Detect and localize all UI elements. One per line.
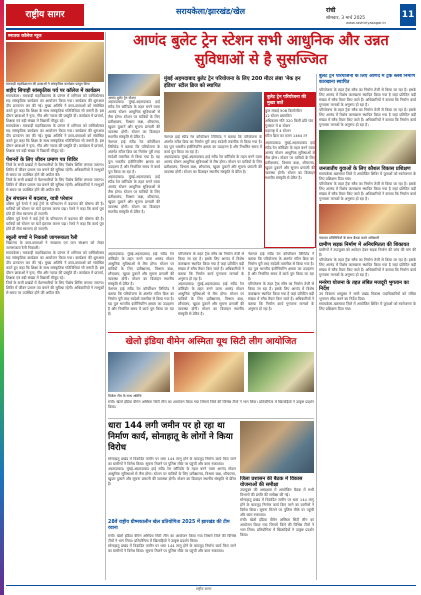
page-footer: राष्ट्रीय सागर [196,587,212,591]
info-box [264,92,316,248]
bottom-extra-text: रांची। खेलो इंडिया वीमेन अस्मिता सिटी लीग का आयोजन किया गया जिसमें जिले की विभिन्न टीमों ने भाग लिया। प्रतियोगिता में खिलाड़ियों ने उत्कृष्ट प्रदर्शन किया। [108,534,236,543]
sports-photo-3 [248,352,314,392]
edition-city: रांची [326,7,336,14]
bridge-subhead: मुंबई अहमदाबाद बुलेट ट्रेन परियोजना के लिए 200 मीटर लंबा 'मेक इन इंडिया' स्टील ब्रिज को स्थापित [164,76,301,89]
mid-body-a [108,252,174,330]
sports-rule [108,332,314,333]
right-story3-head: ग्रामीण सड़क निर्माण में अनियमितता की शिकायत [319,242,410,249]
bridge-text-column [164,135,262,245]
right-head: बुलेट ट्रेन परियोजना के लिए आणंद में ट्रैक स्लैब निर्माण कारखाना स्थापित [319,74,415,85]
bottom-story-head: जिला प्रशासन की बैठक में विकास योजनाओं की समीक्षा [240,476,303,488]
bottom-headline: धारा 144 लगी जमीन पर हो रहा था निर्माण कार्य, सोनाहातू के लोगों ने किया विरोध [108,421,233,453]
main-headline: आणंद बुलेट ट्रेन स्टेशन सभी आधुनिक और उन्नत सुविधाओं से है सुसज्जित [133,33,389,68]
college-photo-caption: मारवाड़ी महाविद्यालय की छात्राओं ने सांस्कृतिक कार्यक्रम प्रस्तुत किया [6,82,90,86]
bottom-rule [108,418,314,419]
bottom-story-text-cont: सोनाहातू प्रखंड में विवादित जमीन पर धारा 144 लागू होने के बावजूद निर्माण कार्य किए जाने का ग्रामीणों ने विरोध किया। सूचना मिलने पर पुलिस मौके पर पहुंची और काम रुकवाया। [240,498,314,517]
bottom-extra [108,534,236,580]
right-photo-caption: पंचायत प्रतिनिधियों के साथ बैठक करते अधिकारी [319,236,380,240]
right-story3-text-cont: परियोजना के तहत ट्रैक स्लैब का निर्माण तेजी से किया जा रहा है। इसके लिए आणंद में विशेष कारखाना स्थापित किया गया है जहां प्रतिदिन बड़ी संख्या में स्लैब तैयार किए जाते हैं। अधिकारियों ने बताया कि निर्माण कार्य गुणवत्ता मानकों के अनुरूप हो रहा है। [319,258,416,278]
bottom-side [240,476,314,580]
left-column [6,32,104,580]
mid-text-column [108,74,160,274]
divider-right [316,74,317,580]
left-story2-text-cont: जिले के सभी प्रखंडों में पेंशनधारियों के लिए विशेष शिविर लगाया जाएगा। शिविर में जीवन प्रमाण पत्र बनाने की सुविधा रहेगी। अधिकारियों ने लाभुकों से समय पर उपस्थित होने की अपील की। [6,178,104,193]
sports-photo-1 [108,352,170,392]
mid-body-c-text2: परियोजना के तहत ट्रैक स्लैब का निर्माण तेजी से किया जा रहा है। इसके लिए आणंद में विशेष कारखाना स्थापित किया गया है जहां प्रतिदिन बड़ी संख्या में स्लैब तैयार किए जाते हैं। अधिकारियों ने बताया कि निर्माण कार्य गुणवत्ता मानकों के अनुरूप हो रहा है। [248,282,314,311]
left-story1-text: सरायकेला। मारवाड़ी महाविद्यालय के प्रांगण में शनिवार को वार्षिकोत्सव सह सांस्कृतिक कार्यक्रम का आयोजन किया गया। कार्यक्रम की शुरुआत दीप प्रज्वलन कर की गई। मुख्य अतिथि ने छात्र-छात्राओं को संबोधित करते हुए कहा कि शिक्षा के साथ सांस्कृतिक गतिविधियां भी जरूरी हैं। इस दौरान छात्राओं ने नृत्य, गीत और नाटक की प्रस्तुति दी। कार्यक्रम में प्राचार्य, शिक्षक एवं बड़ी संख्या में विद्यार्थी मौजूद रहे। [6,94,104,124]
info-item-5: महाराष्ट्र में 4 स्टेशन [265,129,291,133]
right-story2-text: सरायकेला-खरसावां जिले में आयोजित शिविर में युवाओं को स्वरोजगार के लिए प्रशिक्षण दिया गया। [319,172,416,181]
sports-text: रांची। खेलो इंडिया वीमेन अस्मिता सिटी लीग का आयोजन किया गया जिसमें जिले की विभिन्न टीमों ने भाग लिया। प्रतियोगिता में खिलाड़ियों ने उत्कृष्ट प्रदर्शन किया। [108,400,314,409]
edition-date: सोमवार, 3 मार्च 2025 [326,16,366,21]
station-thumb-caption: आणंद बुलेट ट्रेन स्टेशन [108,96,136,100]
right-text-cont: परियोजना के तहत ट्रैक स्लैब का निर्माण तेजी से किया जा रहा है। इसके लिए आणंद में विशेष कारखाना स्थापित किया गया है जहां प्रतिदिन बड़ी संख्या में स्लैब तैयार किए जाते हैं। अधिकारियों ने बताया कि निर्माण कार्य गुणवत्ता मानकों के अनुरूप हो रहा है। [319,108,416,127]
college-photo [6,42,104,82]
info-item-4: गुजरात में 8 स्टेशन [265,124,291,128]
left-story4-head: स्कूली बच्चों ने निकाली जागरूकता रैली [6,235,78,242]
mid-divider [108,248,314,249]
mid-body-b-text2: अहमदाबाद। मुंबई-अहमदाबाद हाई स्पीड रेल कॉरिडोर के तहत बनने वाला आणंद स्टेशन आधुनिक सुविधाओं से लैस होगा। स्टेशन पर यात्रियों के लिए प्रतीक्षालय, विश्राम कक्ष, शौचालय, खुदरा दुकानें और सूचना प्रणाली की व्यवस्था होगी। स्टेशन का डिजाइन स्थानीय संस्कृति से प्रेरित है। [178,282,244,316]
right-photo-2 [319,204,416,234]
divider-left [105,32,106,580]
station-thumb [108,74,160,96]
left-story4-text-cont2: जिले के सभी प्रखंडों में पेंशनधारियों के लिए विशेष शिविर लगाया जाएगा। शिविर में जीवन प्रमाण पत्र बनाने की सुविधा रहेगी। अधिकारियों ने लाभुकों से समय पर उपस्थित होने की अपील की। [6,281,104,296]
bottom-body [108,457,236,517]
bottom-story-text-cont2: रांची। खेलो इंडिया वीमेन अस्मिता सिटी लीग का आयोजन किया गया जिसमें जिले की विभिन्न टीमों ने भाग लिया। प्रतियोगिता में खिलाड़ियों ने उत्कृष्ट प्रदर्शन किया। [240,518,314,537]
bridge-text-cont: अहमदाबाद। मुंबई-अहमदाबाद हाई स्पीड रेल कॉरिडोर के तहत बनने वाला आणंद स्टेशन आधुनिक सुविधाओं से लैस होगा। स्टेशन पर यात्रियों के लिए प्रतीक्षालय, विश्राम कक्ष, शौचालय, खुदरा दुकानें और सूचना प्रणाली की व्यवस्था होगी। स्टेशन का डिजाइन स्थानीय संस्कृति से प्रेरित है। [164,155,262,174]
left-story3-head: ट्रेन संचालन में बदलाव, यात्री परेशान [6,196,73,203]
info-item-6: स्टील ब्रिज का वजन 1464 टन [265,134,308,138]
right-story4-text: उप विकास आयुक्त ने सभी प्रखंड विकास पदाधिकारियों को लंबित भुगतान शीघ्र करने का निर्देश दिया। [319,292,416,302]
left-story1-head: शहीद सिपाही सांस्कृतिक पर्व पर कॉलेज में कार्यक्रम [6,88,100,95]
mid-body-c-text: नेशनल हाई स्पीड रेल कॉर्पोरेशन लिमिटेड ने बताया कि परियोजना के अंतर्गत स्टील ब्रिज का निर्माण पूरी तरह स्वदेशी तकनीक से किया गया है। यह पुल भारतीय इंजीनियरिंग क्षमता का उदाहरण है और निर्धारित समय में कार्य पूरा किया जा रहा है। [248,252,314,281]
mid-body-a-text: अहमदाबाद। मुंबई-अहमदाबाद हाई स्पीड रेल कॉरिडोर के तहत बनने वाला आणंद स्टेशन आधुनिक सुविधाओं से लैस होगा। स्टेशन पर यात्रियों के लिए प्रतीक्षालय, विश्राम कक्ष, शौचालय, खुदरा दुकानें और सूचना प्रणाली की व्यवस्था होगी। स्टेशन का डिजाइन स्थानीय संस्कृति से प्रेरित है। [108,252,174,286]
left-story3-text: दक्षिण पूर्व रेलवे ने कई ट्रेनों के परिचालन में बदलाव की घोषणा की है। यात्रियों को स्टेशन पर घंटों इंतजार करना पड़ा। रेलवे ने कहा कि कार्य पूरा होते ही सेवा सामान्य हो जाएगी। [6,202,104,217]
info-box-head: बुलेट ट्रेन परियोजना की मुख्य बातें [265,93,315,107]
left-story2-text: जिले के सभी प्रखंडों में पेंशनधारियों के लिए विशेष शिविर लगाया जाएगा। शिविर में जीवन प्रमाण पत्र बनाने की सुविधा रहेगी। अधिकारियों ने लाभुकों से समय पर उपस्थित होने की अपील की। [6,163,104,178]
website-link[interactable]: www.rashtriyasagar.in [346,21,386,25]
page-number: 11 [400,4,416,26]
section-title: सरायकेला/झारखंड/खेल [176,7,246,16]
mid-body-a-text2: नेशनल हाई स्पीड रेल कॉर्पोरेशन लिमिटेड ने बताया कि परियोजना के अंतर्गत स्टील ब्रिज का निर्माण पूरी तरह स्वदेशी तकनीक से किया गया है। यह पुल भारतीय इंजीनियरिंग क्षमता का उदाहरण है और निर्धारित समय में कार्य पूरा किया जा रहा है। [108,287,174,316]
left-story2-head: पेंशनरों के लिए जीवन प्रमाण पत्र शिविर [6,157,78,164]
info-box-text: अहमदाबाद। मुंबई-अहमदाबाद हाई स्पीड रेल कॉरिडोर के तहत बनने वाला आणंद स्टेशन आधुनिक सुविधाओं से लैस होगा। स्टेशन पर यात्रियों के लिए प्रतीक्षालय, विश्राम कक्ष, शौचालय, खुदरा दुकानें और सूचना प्रणाली की व्यवस्था होगी। स्टेशन का डिजाइन स्थानीय संस्कृति से प्रेरित है। [265,141,315,180]
right-story4-head: मनरेगा योजना के तहत लंबित मजदूरी भुगतान का निर्देश [319,280,409,293]
left-story4-text-cont: सरायकेला। मारवाड़ी महाविद्यालय के प्रांगण में शनिवार को वार्षिकोत्सव सह सांस्कृतिक कार्यक्रम का आयोजन किया गया। कार्यक्रम की शुरुआत दीप प्रज्वलन कर की गई। मुख्य अतिथि ने छात्र-छात्राओं को संबोधित करते हुए कहा कि शिक्षा के साथ सांस्कृतिक गतिविधियां भी जरूरी हैं। इस दौरान छात्राओं ने नृत्य, गीत और नाटक की प्रस्तुति दी। कार्यक्रम में प्राचार्य, शिक्षक एवं बड़ी संख्या में विद्यार्थी मौजूद रहे। [6,251,104,281]
bottom-photo [240,421,314,473]
right-column [319,74,416,580]
left-story1-text-cont: सरायकेला। मारवाड़ी महाविद्यालय के प्रांगण में शनिवार को वार्षिकोत्सव सह सांस्कृतिक कार्यक्रम का आयोजन किया गया। कार्यक्रम की शुरुआत दीप प्रज्वलन कर की गई। मुख्य अतिथि ने छात्र-छात्राओं को संबोधित करते हुए कहा कि शिक्षा के साथ सांस्कृतिक गतिविधियां भी जरूरी हैं। इस दौरान छात्राओं ने नृत्य, गीत और नाटक की प्रस्तुति दी। कार्यक्रम में प्राचार्य, शिक्षक एवं बड़ी संख्या में विद्यार्थी मौजूद रहे। [6,124,104,154]
mid-body-b-text: परियोजना के तहत ट्रैक स्लैब का निर्माण तेजी से किया जा रहा है। इसके लिए आणंद में विशेष कारखाना स्थापित किया गया है जहां प्रतिदिन बड़ी संख्या में स्लैब तैयार किए जाते हैं। अधिकारियों ने बताया कि निर्माण कार्य गुणवत्ता मानकों के अनुरूप हो रहा है। [178,252,244,281]
right-story2-head: जनजातीय युवाओं के लिए कौशल विकास प्रशिक्षण [319,166,411,172]
sports-banner: खेलो इंडिया वीमेन अस्मिता यूथ सिटी लीग आयोजित [125,337,297,347]
mid-text: अहमदाबाद। मुंबई-अहमदाबाद हाई स्पीड रेल कॉरिडोर के तहत बनने वाला आणंद स्टेशन आधुनिक सुविधाओं से लैस होगा। स्टेशन पर यात्रियों के लिए प्रतीक्षालय, विश्राम कक्ष, शौचालय, खुदरा दुकानें और सूचना प्रणाली की व्यवस्था होगी। स्टेशन का डिजाइन स्थानीय संस्कृति से प्रेरित है। [108,100,160,140]
right-text: परियोजना के तहत ट्रैक स्लैब का निर्माण तेजी से किया जा रहा है। इसके लिए आणंद में विशेष कारखाना स्थापित किया गया है जहां प्रतिदिन बड़ी संख्या में स्लैब तैयार किए जाते हैं। अधिकारियों ने बताया कि निर्माण कार्य गुणवत्ता मानकों के अनुरूप हो रहा है। [319,88,416,107]
mid-body-b [178,252,244,330]
color-edge-strip [0,0,4,595]
left-box-head: स्नातक कॉलेज न्यूज [6,32,104,40]
footer-rule [6,585,416,586]
bottom-text-cont: अहमदाबाद। मुंबई-अहमदाबाद हाई स्पीड रेल कॉरिडोर के तहत बनने वाला आणंद स्टेशन आधुनिक सुविधाओं से लैस होगा। स्टेशन पर यात्रियों के लिए प्रतीक्षालय, विश्राम कक्ष, शौचालय, खुदरा दुकानें और सूचना प्रणाली की व्यवस्था होगी। स्टेशन का डिजाइन स्थानीय संस्कृति से प्रेरित है। [108,467,236,486]
masthead [6,4,416,26]
sports-photo-2 [174,352,244,392]
info-item-2: 12 स्टेशन प्रस्तावित [265,114,292,118]
right-story2-text-cont: परियोजना के तहत ट्रैक स्लैब का निर्माण तेजी से किया जा रहा है। इसके लिए आणंद में विशेष कारखाना स्थापित किया गया है जहां प्रतिदिन बड़ी संख्या में स्लैब तैयार किए जाते हैं। अधिकारियों ने बताया कि निर्माण कार्य गुणवत्ता मानकों के अनुरूप हो रहा है। [319,182,416,201]
right-story4-text-cont: सरायकेला-खरसावां जिले में आयोजित शिविर में युवाओं को स्वरोजगार के लिए प्रशिक्षण दिया गया। [319,302,416,312]
brand-logo: राष्ट्रीय सागर [6,4,84,26]
mid-text-cont2: अहमदाबाद। मुंबई-अहमदाबाद हाई स्पीड रेल कॉरिडोर के तहत बनने वाला आणंद स्टेशन आधुनिक सुविधाओं से लैस होगा। स्टेशन पर यात्रियों के लिए प्रतीक्षालय, विश्राम कक्ष, शौचालय, खुदरा दुकानें और सूचना प्रणाली की व्यवस्था होगी। स्टेशन का डिजाइन स्थानीय संस्कृति से प्रेरित है। [108,175,160,215]
sports-photo-caption: विजेता टीम के साथ अतिथि [108,394,142,398]
mid-text-cont: नेशनल हाई स्पीड रेल कॉर्पोरेशन लिमिटेड ने बताया कि परियोजना के अंतर्गत स्टील ब्रिज का निर्माण पूरी तरह स्वदेशी तकनीक से किया गया है। यह पुल भारतीय इंजीनियरिंग क्षमता का उदाहरण है और निर्धारित समय में कार्य पूरा किया जा रहा है। [108,140,160,175]
bottom-text: सोनाहातू प्रखंड में विवादित जमीन पर धारा 144 लागू होने के बावजूद निर्माण कार्य किए जाने का ग्रामीणों ने विरोध किया। सूचना मिलने पर पुलिस मौके पर पहुंची और काम रुकवाया। [108,457,236,466]
right-story3-text: ग्रामीणों ने उपायुक्त को आवेदन देकर सड़क निर्माण की जांच की मांग की है। [319,248,416,258]
right-photo-1 [319,130,416,164]
bottom-highlight: 28वें राष्ट्रीय ग्रीष्मकालीन खेल प्रतियोगिता 2025 में झारखंड की टीम रवाना [108,520,230,531]
masthead-rule [6,28,416,30]
bottom-story-text: उपायुक्त की अध्यक्षता में आयोजित बैठक में सभी विभागों की प्रगति की समीक्षा की गई। [240,488,314,497]
bridge-text: नेशनल हाई स्पीड रेल कॉर्पोरेशन लिमिटेड ने बताया कि परियोजना के अंतर्गत स्टील ब्रिज का निर्माण पूरी तरह स्वदेशी तकनीक से किया गया है। यह पुल भारतीय इंजीनियरिंग क्षमता का उदाहरण है और निर्धारित समय में कार्य पूरा किया जा रहा है। [164,135,262,154]
bottom-extra-text2: सोनाहातू प्रखंड में विवादित जमीन पर धारा 144 लागू होने के बावजूद निर्माण कार्य किए जाने का ग्रामीणों ने विरोध किया। सूचना मिलने पर पुलिस मौके पर पहुंची और काम रुकवाया। [108,544,236,553]
mid-body-c [248,252,314,330]
info-item-3: अधिकतम गति 320 किमी प्रति घंटा [265,119,314,123]
bridge-photo [164,92,262,132]
left-story3-text-cont: दक्षिण पूर्व रेलवे ने कई ट्रेनों के परिचालन में बदलाव की घोषणा की है। यात्रियों को स्टेशन पर घंटों इंतजार करना पड़ा। रेलवे ने कहा कि कार्य पूरा होते ही सेवा सामान्य हो जाएगी। [6,217,104,232]
left-story4-text: विद्यालय के छात्र-छात्राओं ने स्वच्छता एवं जल संरक्षण को लेकर जागरूकता रैली निकाली। [6,241,104,251]
sports-text-column [108,400,314,416]
info-item-1: कुल लंबाई 508 किलोमीटर [265,109,303,113]
